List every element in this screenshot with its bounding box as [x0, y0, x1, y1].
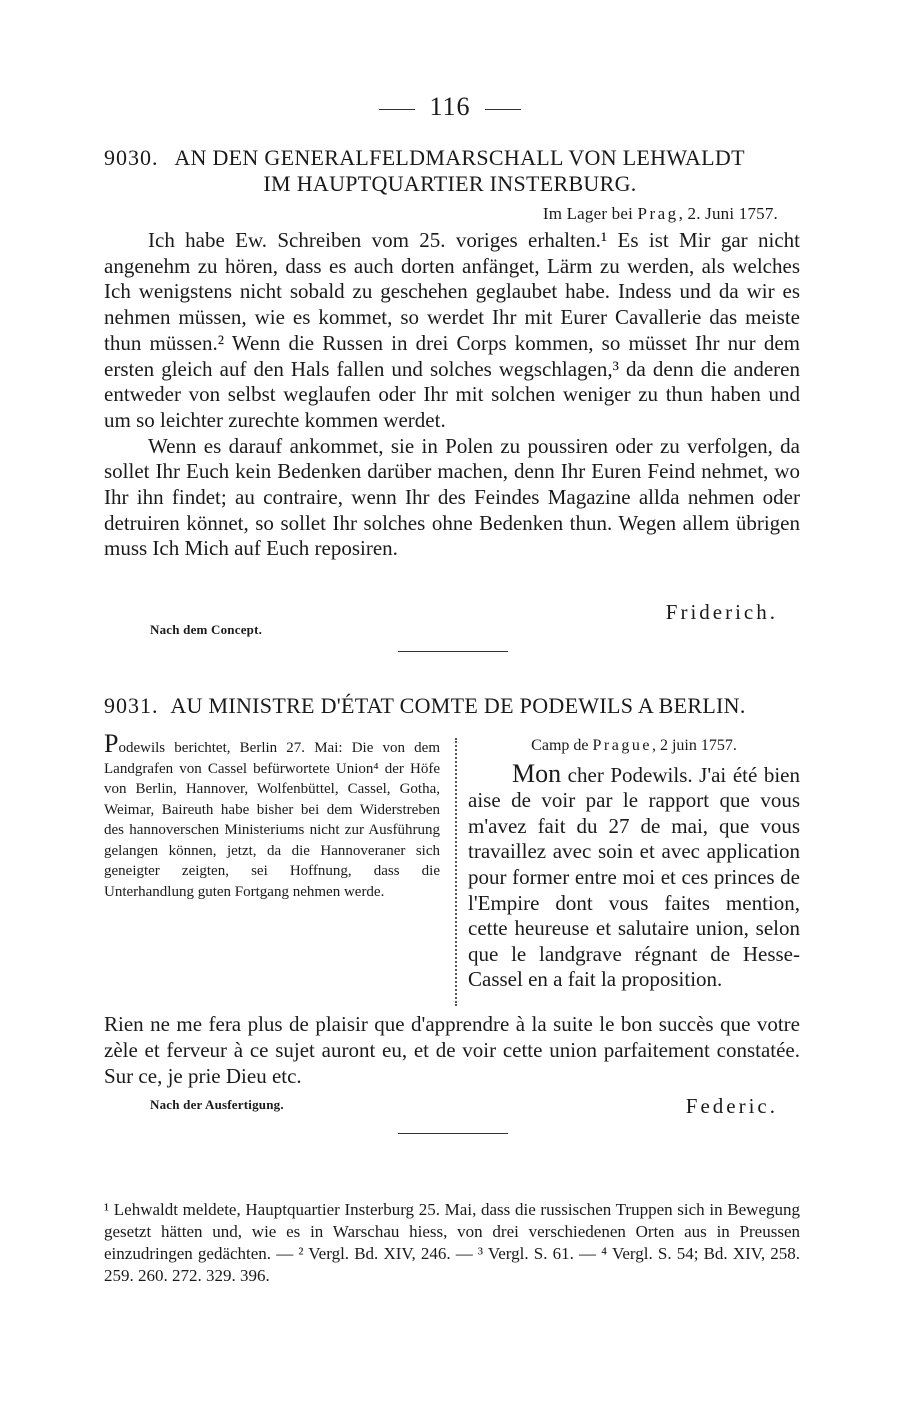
letter1-paragraph-1: Ich habe Ew. Schreiben vom 25. voriges erhalten.¹ Es ist Mir gar nicht angenehm zu hören, dass es auch dorten anfänget, Lärm zu werden, als welches Ich wenigstens nicht sobald zu geschehen geglaubet habe. Indess und da wir es nehmen müssen, wie es kommet, so werdet Ihr mit Eurer Cavallerie das meiste thun müssen.² Wenn die Russen in drei Corps kommen, so müsset Ihr nur dem ersten gleich auf den Hals fallen und solches wegschlagen,³ da denn die anderen entweder von selbst weglaufen oder Ihr mit solchen weniger zu thun haben und um so leichter zurechte kommen werdet.: [104, 228, 800, 432]
letter2-signature: Federic.: [685, 1094, 778, 1118]
letter1-dateline-date: , 2. Juni 1757.: [678, 204, 778, 223]
letter2-summary-initial: P: [104, 729, 119, 758]
letter2-text-body: cher Podewils. J'ai été bien aise de voir par le rapport que vous m'avez fait du 27 de mai, que vous travaillez avec soin et avec application pour former entre moi et ces princes de l'Empire dont vous faites mention, cette heureuse et salutaire union, selon que le landgrave régnant de Hesse-Cassel en a fait la proposition.: [468, 762, 800, 992]
letter1-body: [104, 228, 800, 562]
letter1-paragraph-2: Wenn es darauf ankommet, sie in Polen zu poussiren oder zu verfolgen, da sollet Ihr Euch kein Bedenken darüber machen, denn Ihr Euren Feind nehmet, wo Ihr ihn findet; au contraire, wenn Ihr des Feindes Magazine allda nehmen oder detruiren könnet, so sollet Ihr solches ohne Bedenken thun. Wegen allem übrigen muss Ich Mich auf Euch reposiren.: [104, 433, 800, 561]
letter2-dateline-place: Prague: [592, 737, 652, 754]
letter1-title-line2: IM HAUPTQUARTIER INSTERBURG.: [263, 171, 637, 196]
page-number-dash-left: [379, 109, 415, 110]
letter1-dateline-prefix: Im Lager bei: [542, 204, 638, 223]
section-divider-2: [398, 1133, 508, 1134]
page-number-dash-right: [485, 109, 521, 110]
letter2-dateline-prefix: Camp de: [531, 737, 593, 754]
letter2-number: 9031.: [104, 693, 159, 718]
section-divider-1: [398, 651, 508, 652]
letter2-text: [468, 733, 800, 993]
letter1-dateline-place: Prag: [637, 204, 679, 223]
column-separator: [455, 738, 457, 1006]
letter2-opening: [468, 758, 800, 993]
footnotes: ¹ Lehwaldt meldete, Hauptquartier Insterburg 25. Mai, dass die russischen Truppen sich in Bewegung gesetzt hätten und, wie es in Warschau hiess, von drei verschiedenen Orten aus in Preussen einzudringen gedächten. — ² Vergl. Bd. XIV, 246. — ³ Vergl. S. 61. — ⁴ Vergl. S. 54; Bd. XIV, 258. 259. 260. 272. 329. 396.: [104, 1200, 800, 1285]
letter2-summary: [104, 729, 440, 902]
page-number-text: 116: [429, 92, 471, 121]
letter2-continuation: Rien ne me fera plus de plaisir que d'apprendre à la suite le bon succès que votre zèle et ferveur à ce sujet auront eu, et de voir cette union parfaitement constatée. Sur ce, je prie Dieu etc.: [104, 1012, 800, 1088]
letter2-text-initial: Mon: [512, 758, 562, 788]
letter1-signature: Friderich.: [665, 600, 778, 624]
letter2-summary-text: odewils berichtet, Berlin 27. Mai: Die von dem Landgrafen von Cassel befürwortete Union⁴ der Höfe von Berlin, Hannover, Wolfenbüttel, Cassel, Gotha, Weimar, Baireuth habe bisher bei dem Widerstreben des hannoverschen Ministeriums nicht zur Ausführung gelangen können, jetzt, da die Hannoveraner sich geneigter zeigten, sei Hoffnung, dass die Unterhandlung guten Fortgang nehmen werde.: [104, 740, 440, 900]
letter2-heading: [104, 692, 804, 720]
page-number: [0, 92, 900, 122]
letter1-title-line1: AN DEN GENERALFELDMARSCHALL VON LEHWALDT: [174, 145, 745, 170]
letter1-number: 9030.: [104, 145, 159, 170]
letter1-source-note: Nach dem Concept.: [150, 622, 263, 637]
letter2-source-note: Nach der Ausfertigung.: [150, 1097, 284, 1112]
letter2-dateline: [468, 733, 800, 759]
letter2-dateline-date: , 2 juin 1757.: [651, 737, 737, 754]
letter2-title: AU MINISTRE D'ÉTAT COMTE DE PODEWILS A BERLIN.: [170, 693, 746, 718]
letter1-heading: [104, 144, 804, 172]
letter1-dateline: [543, 204, 778, 224]
